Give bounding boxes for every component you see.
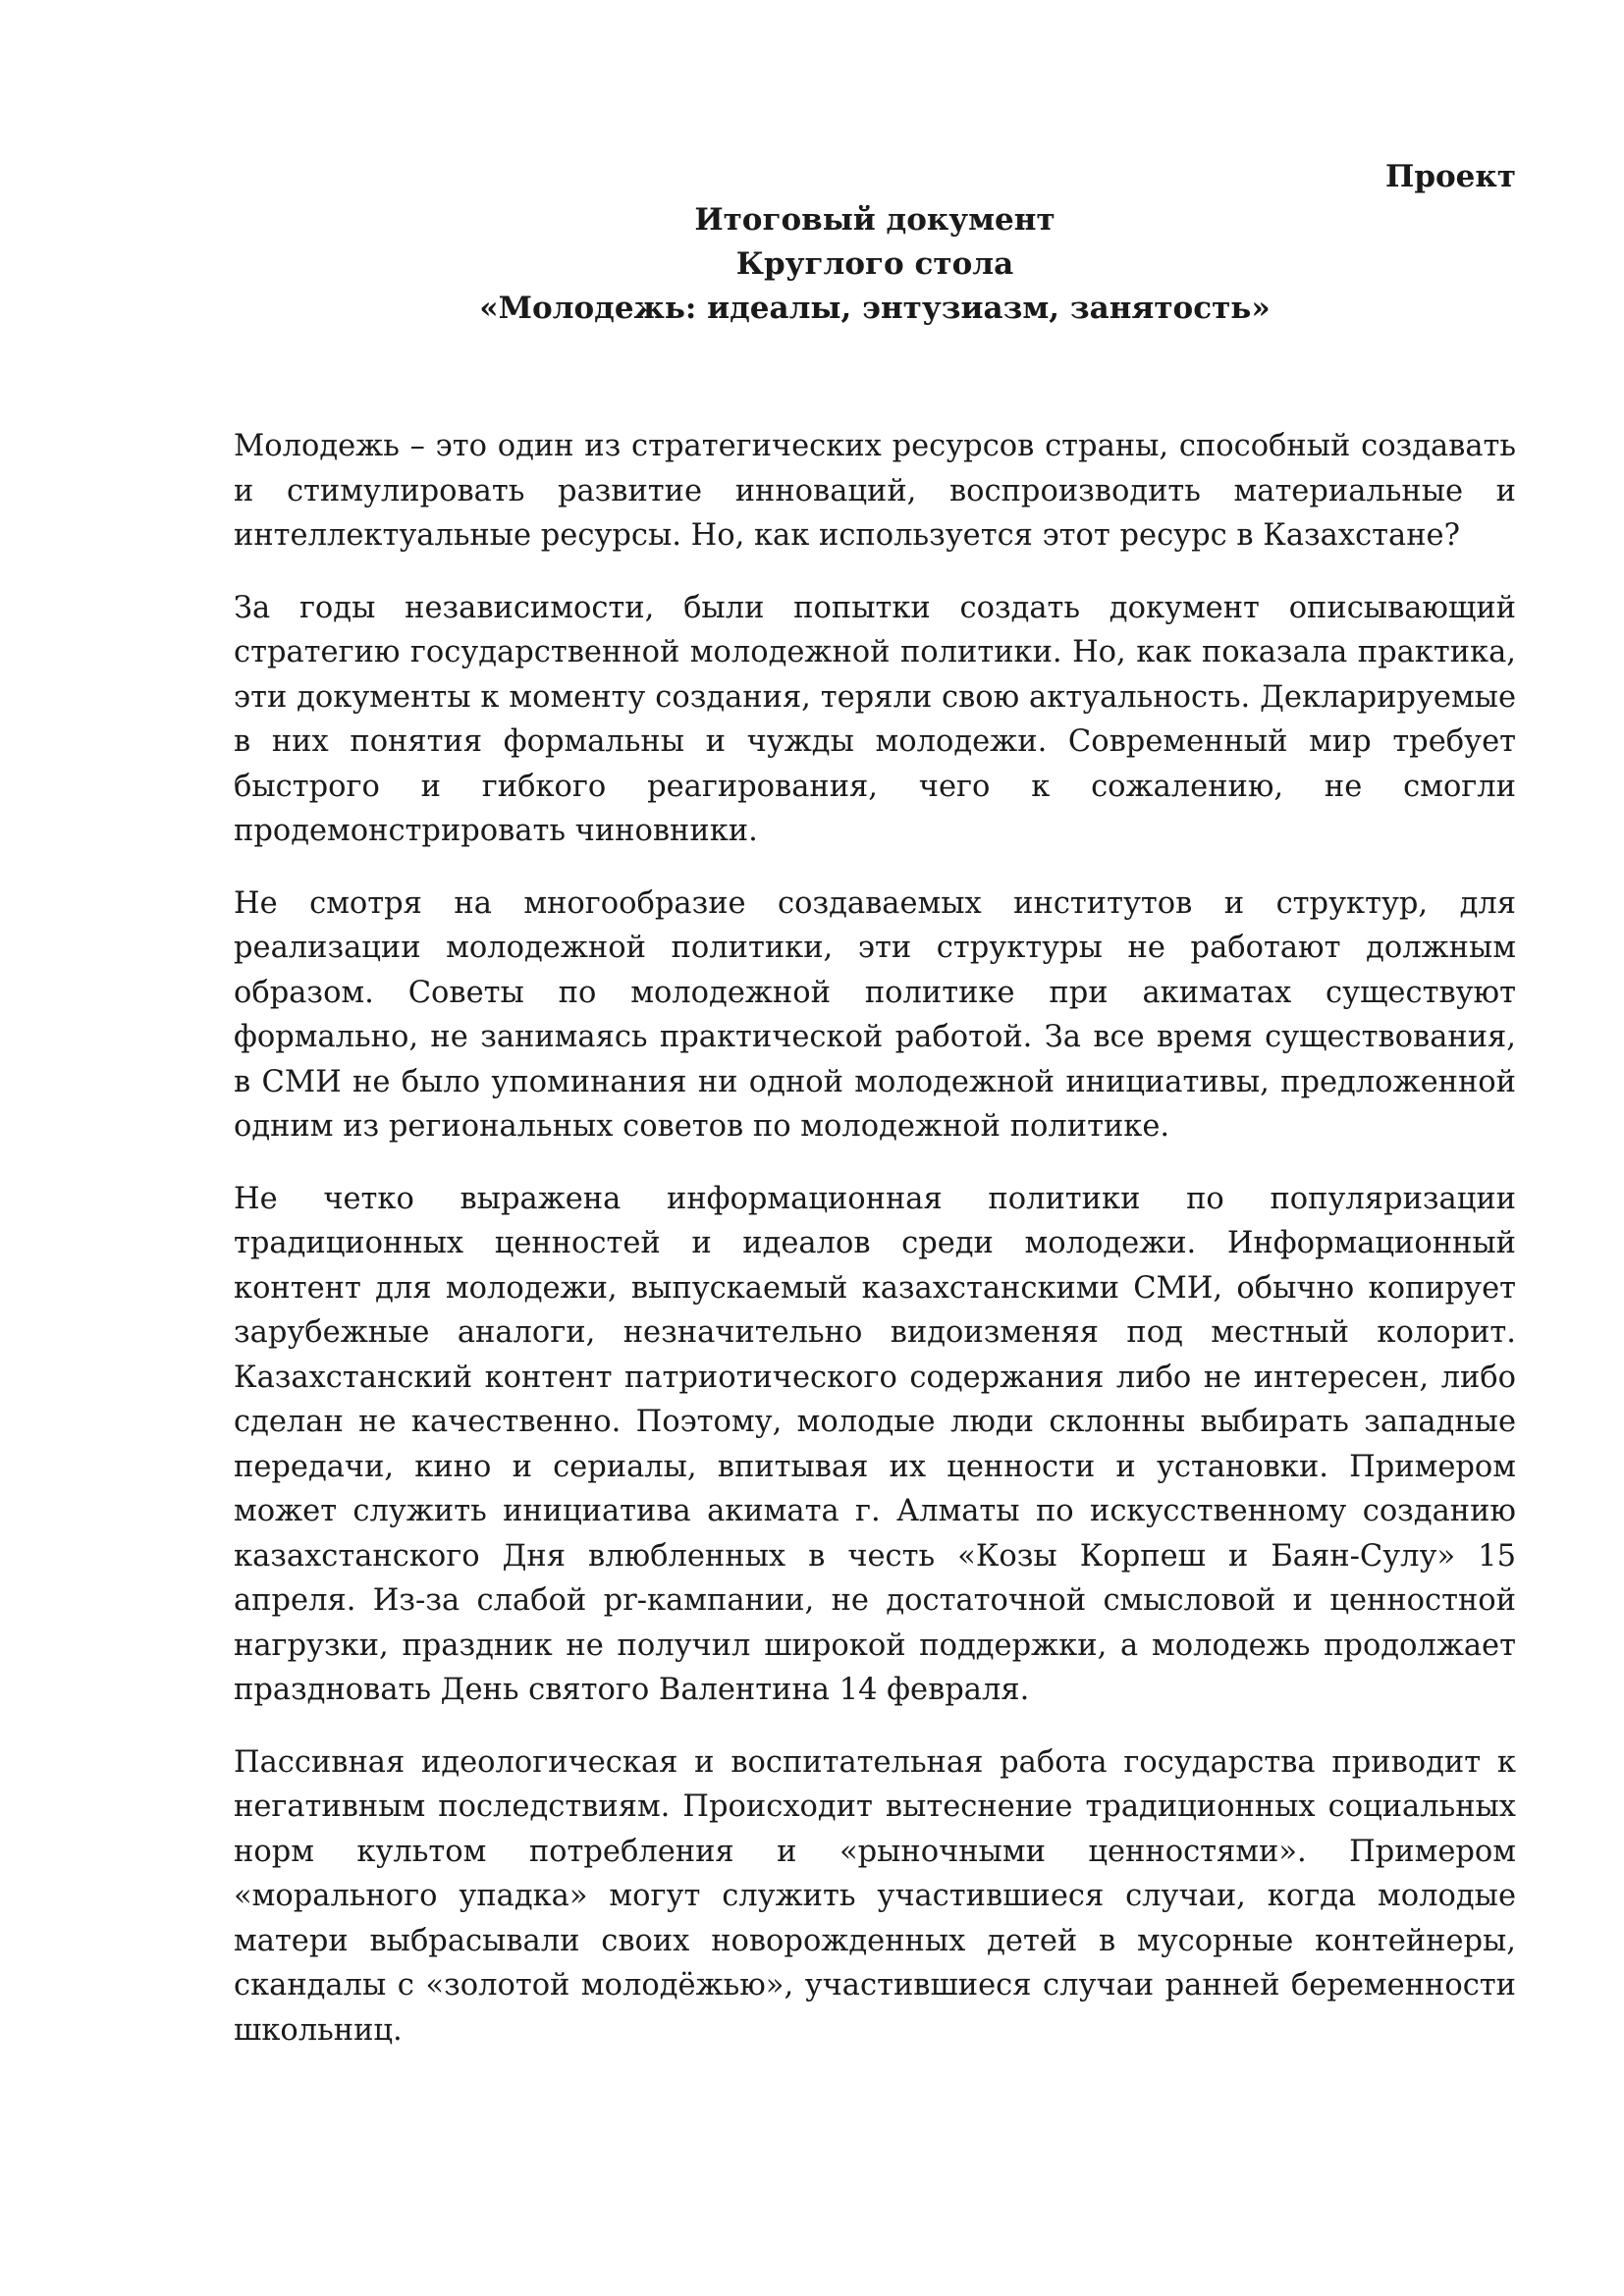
body-paragraph: Не смотря на многообразие создаваемых институтов и структур, для реализации молодежной политики, эти структуры не работают должным образом. Советы по молодежной политике при акиматах существуют формально, не занимаясь практической работой. За все время существования, в СМИ не было упоминания ни одной молодежной инициативы, предложенной одним из региональных советов по молодежной политике.	[234, 885, 1516, 1144]
body-paragraph: Пассивная идеологическая и воспитательная работа государства приводит к негативным последствиям. Происходит вытеснение традиционных социальных норм культом потребления и «рыночными ценностями». Примером «морального упадка» могут служить участившиеся случаи, когда молодые матери выбрасывали своих новорожденных детей в мусорные контейнеры, скандалы с «золотой молодёжью», участившиеся случаи ранней беременности школьниц.	[234, 1744, 1516, 2048]
body-paragraph: Не четко выражена информационная политики по популяризации традиционных ценностей и идеалов среди молодежи. Информационный контент для молодежи, выпускаемый казахстанскими СМИ, обычно копирует зарубежные аналоги, незначительно видоизменяя под местный колорит. Казахстанский контент патриотического содержания либо не интересен, либо сделан не качественно. Поэтому, молодые люди склонны выбирать западные передачи, кино и сериалы, впитывая их ценности и установки. Примером может служить инициатива акимата г. Алматы по искусственному созданию казахстанского Дня влюбленных в честь «Козы Корпеш и Баян-Сулу» 15 апреля. Из-за слабой pr-кампании, не достаточной смысловой и ценностной нагрузки, праздник не получил широкой поддержки, а молодежь продолжает праздновать День святого Валентина 14 февраля.	[234, 1181, 1516, 1707]
body-paragraph: Молодежь – это один из стратегических ресурсов страны, способный создавать и стимулировать развитие инноваций, воспроизводить материальные и интеллектуальные ресурсы. Но, как используется этот ресурс в Казахстане?	[234, 429, 1516, 553]
document-page	[234, 155, 1516, 2080]
title-line: Итоговый документ	[694, 202, 1056, 238]
document-title	[234, 198, 1516, 331]
body-paragraph: За годы независимости, были попытки создать документ описывающий стратегию государственной молодежной политики. Но, как показала практика, эти документы к моменту создания, теряли свою актуальность. Декларируемые в них понятия формальны и чужды молодежи. Современный мир требует быстрого и гибкого реагирования, чего к сожалению, не смогли продемонстрировать чиновники.	[234, 590, 1516, 848]
title-line: Круглого стола	[735, 246, 1014, 282]
title-line: «Молодежь: идеалы, энтузиазм, занятость»	[479, 291, 1271, 326]
draft-stamp: Проект	[1385, 159, 1516, 194]
